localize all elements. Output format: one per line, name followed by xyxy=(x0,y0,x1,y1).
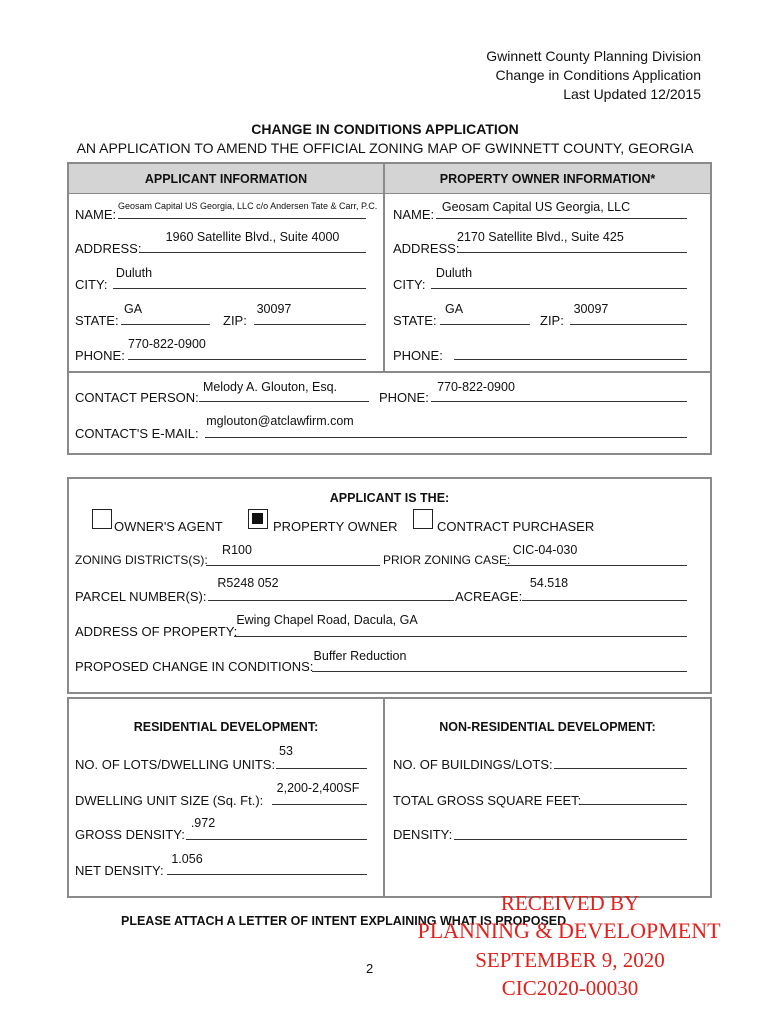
owner-name-label: NAME: xyxy=(393,207,435,222)
acreage-field[interactable] xyxy=(522,600,687,601)
lots-field[interactable] xyxy=(276,768,367,769)
parcel-value: R5248 052 xyxy=(217,576,279,590)
density-field[interactable] xyxy=(454,839,687,840)
contract-purchaser-label: CONTRACT PURCHASER xyxy=(437,519,595,534)
applicant-address-label: ADDRESS: xyxy=(75,241,142,256)
info-column-divider xyxy=(383,164,385,372)
header-division: Gwinnett County Planning Division xyxy=(486,48,701,64)
letter-of-intent-note: PLEASE ATTACH A LETTER OF INTENT EXPLAINING WHAT IS PROPOSED xyxy=(121,914,567,928)
owner-state-label: STATE: xyxy=(393,313,437,328)
applicant-phone-value: 770-822-0900 xyxy=(128,337,206,351)
unit-size-field[interactable] xyxy=(272,804,367,805)
contact-person-label: CONTACT PERSON: xyxy=(75,390,199,405)
applicant-heading: APPLICANT INFORMATION xyxy=(144,172,308,186)
zoning-value: R100 xyxy=(222,543,252,557)
nonresidential-heading: NON-RESIDENTIAL DEVELOPMENT: xyxy=(439,720,656,734)
property-address-label: ADDRESS OF PROPERTY: xyxy=(75,624,238,639)
stamp-department: PLANNING & DEVELOPMENT xyxy=(417,918,721,943)
owner-zip-value: 30097 xyxy=(573,302,609,316)
contact-phone-value: 770-822-0900 xyxy=(437,380,515,394)
property-owner-checkbox[interactable] xyxy=(248,509,268,529)
property-address-value: Ewing Chapel Road, Dacula, GA xyxy=(236,613,418,627)
owner-address-label: ADDRESS: xyxy=(393,241,460,256)
parcel-field[interactable] xyxy=(208,600,454,601)
property-address-field[interactable] xyxy=(234,636,687,637)
owner-heading: PROPERTY OWNER INFORMATION* xyxy=(439,172,656,186)
applicant-name-label: NAME: xyxy=(75,207,117,222)
owner-address-field[interactable] xyxy=(457,252,687,253)
unit-size-label: DWELLING UNIT SIZE (Sq. Ft.): xyxy=(75,793,264,808)
gross-sqft-label: TOTAL GROSS SQUARE FEET: xyxy=(393,793,582,808)
owner-name-value: Geosam Capital US Georgia, LLC xyxy=(441,200,631,214)
stamp-date: SEPTEMBER 9, 2020 xyxy=(475,948,665,972)
net-density-label: NET DENSITY: xyxy=(75,863,164,878)
owner-address-value: 2170 Satellite Blvd., Suite 425 xyxy=(457,230,624,244)
owners-agent-label: OWNER'S AGENT xyxy=(114,519,223,534)
applicant-city-field[interactable] xyxy=(113,288,366,289)
owners-agent-checkbox[interactable] xyxy=(92,509,112,529)
info-row-divider xyxy=(69,371,710,373)
acreage-value: 54.518 xyxy=(529,576,569,590)
zoning-label: ZONING DISTRICTS(S): xyxy=(75,553,208,567)
applicant-address-value: 1960 Satellite Blvd., Suite 4000 xyxy=(165,230,340,244)
applicant-city-label: CITY: xyxy=(75,277,108,292)
applicant-city-value: Duluth xyxy=(115,266,153,280)
stamp-received: RECEIVED BY xyxy=(500,891,640,915)
page-number: 2 xyxy=(366,961,374,976)
buildings-field[interactable] xyxy=(554,768,687,769)
applicant-state-label: STATE: xyxy=(75,313,119,328)
lots-value: 53 xyxy=(279,744,293,758)
applicant-name-value: Geosam Capital US Georgia, LLC c/o Andersen Tate & Carr, P.C. xyxy=(118,201,378,211)
applicant-zip-label: ZIP: xyxy=(223,313,247,328)
prior-zoning-value: CIC-04-030 xyxy=(512,543,578,557)
zoning-field[interactable] xyxy=(206,565,380,566)
owner-phone-label: PHONE: xyxy=(393,348,443,363)
page-title: CHANGE IN CONDITIONS APPLICATION xyxy=(251,121,519,137)
header-updated: Last Updated 12/2015 xyxy=(563,86,701,102)
contact-email-field[interactable] xyxy=(205,437,687,438)
net-density-value: 1.056 xyxy=(171,852,203,866)
owner-zip-field[interactable] xyxy=(570,324,687,325)
owner-phone-field[interactable] xyxy=(454,359,687,360)
proposed-change-label: PROPOSED CHANGE IN CONDITIONS: xyxy=(75,659,314,674)
applicant-name-field[interactable] xyxy=(118,218,366,219)
net-density-field[interactable] xyxy=(167,874,367,875)
gross-sqft-field[interactable] xyxy=(580,804,687,805)
owner-city-value: Duluth xyxy=(435,266,473,280)
gross-density-value: .972 xyxy=(190,816,216,830)
applicant-state-field[interactable] xyxy=(121,324,210,325)
lots-label: NO. OF LOTS/DWELLING UNITS: xyxy=(75,757,276,772)
owner-city-field[interactable] xyxy=(431,288,687,289)
contact-person-value: Melody A. Glouton, Esq. xyxy=(202,380,338,394)
contact-person-field[interactable] xyxy=(199,401,369,402)
buildings-label: NO. OF BUILDINGS/LOTS: xyxy=(393,757,553,772)
applicant-address-field[interactable] xyxy=(139,252,366,253)
applicant-state-value: GA xyxy=(123,302,143,316)
stamp-case-number: CIC2020-00030 xyxy=(501,976,639,1000)
applicant-zip-value: 30097 xyxy=(256,302,292,316)
contact-email-value: mglouton@atclawfirm.com xyxy=(206,414,354,428)
applicant-zip-field[interactable] xyxy=(254,324,366,325)
header-form-name: Change in Conditions Application xyxy=(495,67,701,83)
prior-zoning-field[interactable] xyxy=(505,565,687,566)
contact-phone-field[interactable] xyxy=(431,401,687,402)
contact-email-label: CONTACT'S E-MAIL: xyxy=(75,426,199,441)
applicant-phone-label: PHONE: xyxy=(75,348,125,363)
owner-state-field[interactable] xyxy=(440,324,530,325)
proposed-change-field[interactable] xyxy=(312,671,687,672)
gross-density-label: GROSS DENSITY: xyxy=(75,827,185,842)
owner-city-label: CITY: xyxy=(393,277,426,292)
applicant-phone-field[interactable] xyxy=(128,359,366,360)
gross-density-field[interactable] xyxy=(186,839,367,840)
proposed-change-value: Buffer Reduction xyxy=(313,649,407,663)
contact-phone-label: PHONE: xyxy=(379,390,429,405)
owner-zip-label: ZIP: xyxy=(540,313,564,328)
owner-state-value: GA xyxy=(444,302,464,316)
contract-purchaser-checkbox[interactable] xyxy=(413,509,433,529)
applicant-is-heading: APPLICANT IS THE: xyxy=(329,491,450,505)
page-subtitle: AN APPLICATION TO AMEND THE OFFICIAL ZONING MAP OF GWINNETT COUNTY, GEORGIA xyxy=(76,140,694,156)
unit-size-value: 2,200-2,400SF xyxy=(276,781,360,795)
residential-heading: RESIDENTIAL DEVELOPMENT: xyxy=(133,720,319,734)
parcel-label: PARCEL NUMBER(S): xyxy=(75,589,207,604)
prior-zoning-label: PRIOR ZONING CASE: xyxy=(383,553,511,567)
owner-name-field[interactable] xyxy=(436,218,687,219)
acreage-label: ACREAGE: xyxy=(455,589,523,604)
density-label: DENSITY: xyxy=(393,827,453,842)
property-owner-label: PROPERTY OWNER xyxy=(273,519,398,534)
